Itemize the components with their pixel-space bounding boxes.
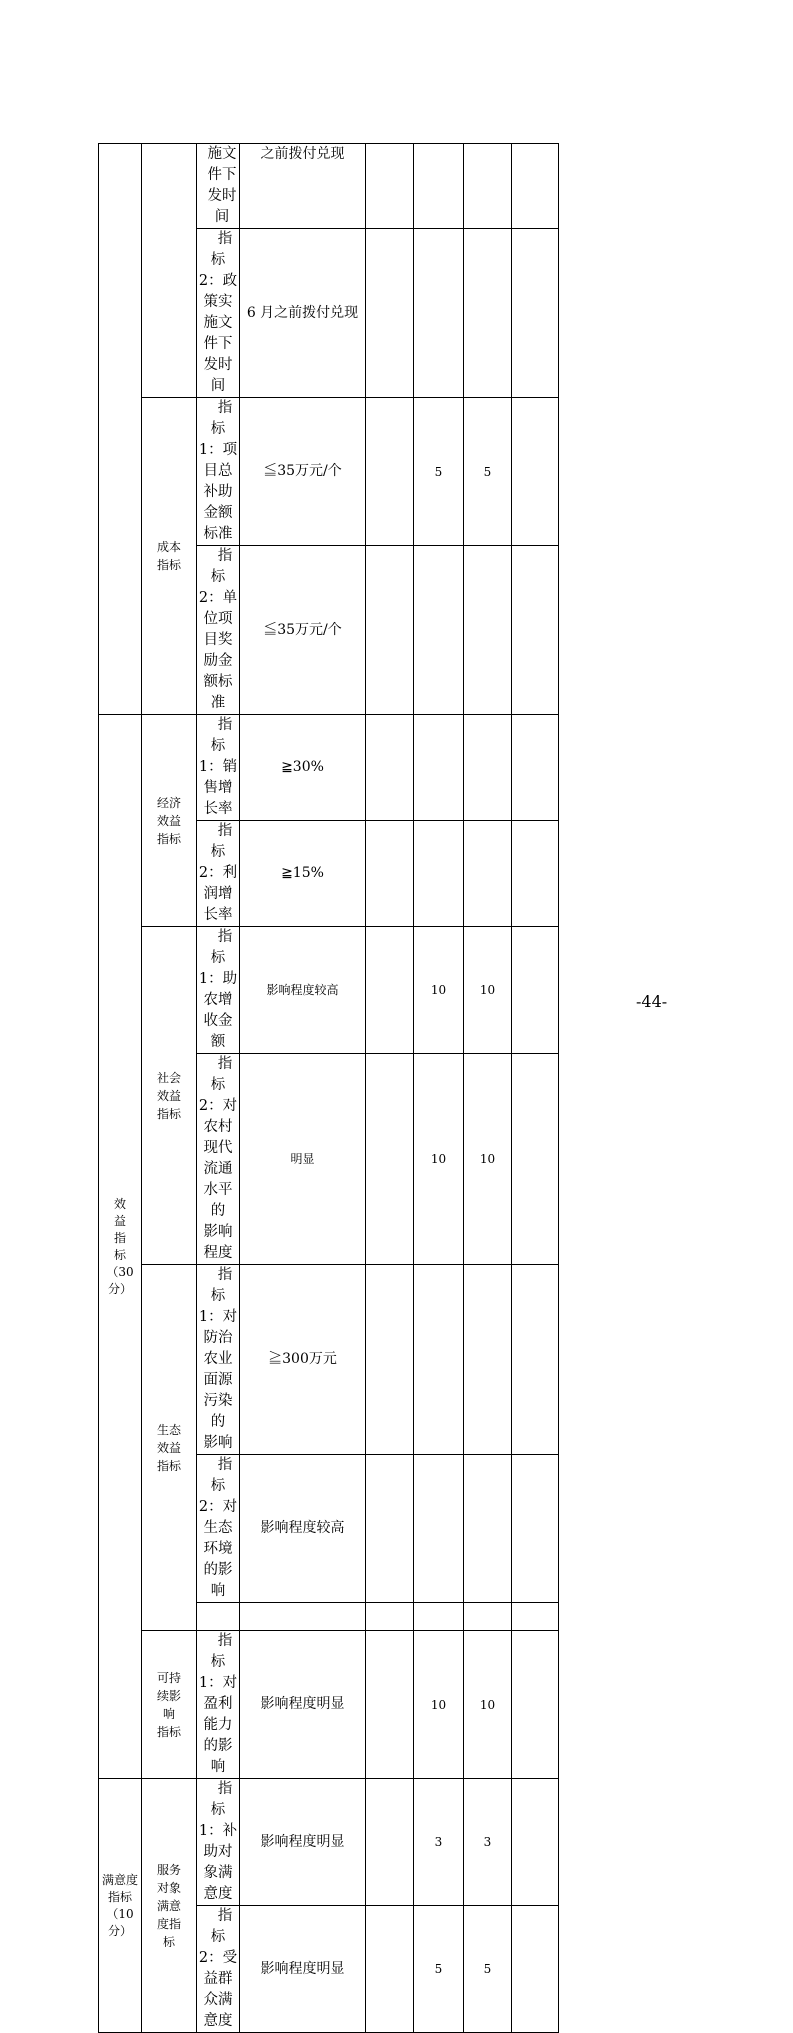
cell-text-line: 社会	[156, 1070, 181, 1085]
table-row	[99, 144, 700, 229]
cell-text-line: 兑现	[316, 146, 345, 162]
cell-text-line: 影响	[260, 1520, 289, 1536]
cell-text-line: 长率	[203, 801, 233, 817]
cell-text-line: 指标 1：补助对	[198, 1781, 238, 1860]
level3-indicator-cell	[197, 1603, 240, 1631]
cell-text-line: 指标	[156, 1458, 181, 1473]
cell-text-line: 指标	[156, 1724, 181, 1739]
score-cell: 10	[464, 1054, 512, 1265]
remarks-cell	[512, 398, 559, 546]
cell-text-line: 度指	[156, 1916, 181, 1931]
empty-cell	[366, 715, 414, 821]
remarks-cell	[512, 1455, 559, 1603]
remarks-cell	[512, 1265, 559, 1455]
table-row	[99, 927, 700, 1054]
cell-text-line: 指标 2：单位项	[198, 548, 238, 627]
cell-text-line: 指标 2：对生态	[198, 1457, 238, 1536]
remarks-cell	[512, 1631, 559, 1779]
cell-text-line: 影响	[260, 1833, 289, 1850]
score-cell	[464, 229, 512, 398]
cell-text-line: 指标	[156, 1106, 181, 1121]
empty-cell	[366, 1455, 414, 1603]
remarks-cell	[512, 229, 559, 398]
cell-text-line: 补助金额标准	[203, 484, 233, 542]
weight-cell	[414, 715, 464, 821]
level3-indicator-cell	[197, 546, 240, 715]
cell-text-line: 6 月	[246, 304, 275, 321]
level2-indicator-cell	[142, 398, 197, 715]
remarks-cell	[512, 1906, 559, 2033]
score-cell	[464, 1265, 512, 1455]
target-value-cell	[240, 1265, 366, 1455]
cell-text-line: 万元	[308, 1351, 337, 1367]
cell-text-line: 影响	[260, 1696, 289, 1712]
score-cell	[464, 546, 512, 715]
target-value-cell	[240, 715, 366, 821]
level1-indicator-cell	[99, 144, 142, 715]
empty-cell	[366, 1603, 414, 1631]
cell-text-line: 指标 2：受益群	[198, 1908, 238, 1987]
cell-text-line: 续影	[156, 1688, 181, 1703]
weight-cell	[414, 1603, 464, 1631]
weight-cell	[414, 1455, 464, 1603]
cell-text-line: 效	[113, 1196, 126, 1211]
cell-text-line: 影响	[266, 982, 291, 997]
table-row	[99, 1265, 700, 1455]
target-value-cell	[240, 1603, 366, 1631]
level2-indicator-cell	[142, 144, 197, 398]
cell-text-line: /个	[323, 621, 342, 638]
cell-text-line: 标	[113, 1247, 126, 1262]
weight-cell: 3	[414, 1779, 464, 1906]
cell-text-line: 现代流通水平的	[203, 1140, 233, 1219]
cell-text-line: 生态	[156, 1422, 181, 1437]
empty-cell	[366, 1265, 414, 1455]
level1-indicator-cell	[99, 715, 142, 1779]
score-cell	[464, 144, 512, 229]
cell-text-line: 益	[113, 1213, 126, 1228]
score-cell: 3	[464, 1779, 512, 1906]
level3-indicator-cell	[197, 821, 240, 927]
cell-text-line: 指标	[156, 558, 181, 572]
cell-text-line: 成本	[156, 540, 181, 554]
cell-text-line: 拨付	[302, 304, 331, 321]
cell-text-line: 指标 2：利润增	[198, 823, 238, 902]
score-cell: 5	[464, 398, 512, 546]
cell-text-line: 农业面源污染的	[203, 1351, 233, 1430]
cell-text-line: 万元	[295, 621, 324, 638]
table-row	[99, 715, 700, 821]
cell-text-line: 之前	[260, 146, 289, 162]
remarks-cell	[512, 715, 559, 821]
cell-text-line: 可持	[156, 1670, 181, 1685]
empty-cell	[366, 1054, 414, 1265]
cell-text-line: 长率	[203, 907, 233, 923]
empty-cell	[366, 1906, 414, 2033]
cell-text-line: 明显	[290, 1151, 315, 1166]
empty-cell	[366, 398, 414, 546]
remarks-cell	[512, 144, 559, 229]
target-value-cell	[240, 1779, 366, 1906]
empty-cell	[366, 821, 414, 927]
cell-text-line: 之前	[274, 304, 303, 321]
cell-text-line: 影响	[203, 1435, 233, 1451]
score-cell	[464, 821, 512, 927]
cell-text-line: 程度	[288, 1696, 317, 1712]
remarks-cell	[512, 821, 559, 927]
weight-cell	[414, 821, 464, 927]
cell-text-line: 能力的影响	[203, 1717, 233, 1775]
level3-indicator-cell	[197, 1455, 240, 1603]
cell-text-line: 指标	[156, 831, 181, 846]
cell-text-line: 对象	[156, 1880, 181, 1895]
cell-text-line: ≧	[268, 1351, 283, 1367]
target-value-cell	[240, 1631, 366, 1779]
cell-text-line: /个	[323, 463, 342, 479]
empty-cell	[366, 546, 414, 715]
weight-cell	[414, 1265, 464, 1455]
target-value-cell	[240, 144, 366, 229]
cell-text-line: 目奖励金额标准	[203, 632, 233, 711]
cell-text-line: 程度	[288, 1520, 317, 1536]
level3-indicator-cell	[197, 144, 240, 229]
table-row	[99, 1631, 700, 1779]
level2-indicator-cell	[142, 1631, 197, 1779]
empty-cell	[366, 229, 414, 398]
weight-cell	[414, 546, 464, 715]
table-row	[99, 398, 700, 546]
cell-text-line: 经济	[156, 795, 181, 810]
empty-cell	[366, 1631, 414, 1779]
level2-indicator-cell	[142, 1265, 197, 1631]
cell-text-line: 指	[113, 1230, 126, 1245]
cell-text-line: 影响程度	[203, 1224, 233, 1261]
level3-indicator-cell	[197, 1906, 240, 2033]
cell-text-line: 兑现	[330, 304, 359, 321]
target-value-cell	[240, 1906, 366, 2033]
cell-text-line: 万元	[295, 463, 324, 479]
cell-text-line: 满意度	[101, 1872, 138, 1887]
cell-text-line: 300	[282, 1351, 309, 1367]
level3-indicator-cell	[197, 398, 240, 546]
level2-indicator-cell	[142, 715, 197, 927]
cell-text-line: （10	[106, 1906, 134, 1921]
level3-indicator-cell	[197, 1265, 240, 1455]
cell-text-line: 较高	[316, 1520, 345, 1536]
cell-text-line: 指标 1：对防治	[198, 1267, 238, 1346]
table-row	[99, 1779, 700, 1906]
empty-cell	[366, 927, 414, 1054]
cell-text-line: 满意	[156, 1898, 181, 1913]
weight-cell: 5	[414, 398, 464, 546]
target-value-cell	[240, 1054, 366, 1265]
performance-indicator-table	[98, 143, 700, 2033]
cell-text-line: 响	[162, 1706, 175, 1721]
empty-cell	[366, 144, 414, 229]
cell-text-line: 施文件下发时间	[207, 146, 237, 225]
cell-text-line: 明显	[316, 1696, 345, 1712]
cell-text-line: 服务	[156, 1862, 181, 1877]
remarks-cell	[512, 1779, 559, 1906]
cell-text-line: 效益	[156, 1088, 181, 1103]
target-value-cell	[240, 821, 366, 927]
cell-text-line: 标	[162, 1934, 175, 1949]
cell-text-line: 拨付	[288, 146, 317, 162]
cell-text-line: 收金额	[203, 1013, 233, 1050]
weight-cell: 10	[414, 1631, 464, 1779]
target-value-cell	[240, 927, 366, 1054]
level3-indicator-cell	[197, 1054, 240, 1265]
score-cell	[464, 1603, 512, 1631]
cell-text-line: 分）	[107, 1281, 132, 1296]
remarks-cell	[512, 1603, 559, 1631]
score-cell: 5	[464, 1906, 512, 2033]
cell-text-line: 效益	[156, 813, 181, 828]
remarks-cell	[512, 546, 559, 715]
page-number: -44-	[636, 992, 668, 1011]
level3-indicator-cell	[197, 229, 240, 398]
cell-text-line: 明显	[316, 1833, 345, 1850]
cell-text-line: 指标 1：项目总	[198, 400, 238, 479]
target-value-cell	[240, 398, 366, 546]
weight-cell	[414, 144, 464, 229]
cell-text-line: 较高	[314, 982, 339, 997]
cell-text-line: 效益	[156, 1440, 181, 1455]
cell-text-line: 分）	[107, 1923, 132, 1938]
cell-text-line: ≦35	[263, 463, 296, 479]
cell-text-line: （30	[106, 1264, 134, 1279]
level3-indicator-cell	[197, 1631, 240, 1779]
score-cell: 10	[464, 927, 512, 1054]
level3-indicator-cell	[197, 927, 240, 1054]
cell-text-line: 明显	[316, 1960, 345, 1977]
cell-text-line: 程度	[288, 1833, 317, 1850]
cell-text-line: 施文件下发时间	[203, 315, 233, 394]
cell-text-line: 程度	[290, 982, 315, 997]
cell-text-line: 15%	[292, 865, 324, 881]
empty-cell	[366, 1779, 414, 1906]
cell-text-line: 指标 1：销售增	[198, 717, 238, 796]
cell-text-line: 众满意度	[203, 1992, 233, 2029]
cell-text-line: 指标 2：对农村	[198, 1056, 238, 1135]
target-value-cell	[240, 546, 366, 715]
target-value-cell	[240, 229, 366, 398]
weight-cell: 5	[414, 1906, 464, 2033]
remarks-cell	[512, 927, 559, 1054]
cell-text-line: 程度	[288, 1960, 317, 1977]
cell-text-line: 环境的影响	[203, 1541, 233, 1599]
score-cell: 10	[464, 1631, 512, 1779]
cell-text-line: 指标	[107, 1889, 132, 1904]
cell-text-line: 指标 2：政策实	[198, 231, 238, 310]
cell-text-line: ≧	[281, 759, 293, 775]
remarks-cell	[512, 1054, 559, 1265]
weight-cell: 10	[414, 1054, 464, 1265]
level1-indicator-cell	[99, 1779, 142, 2033]
weight-cell	[414, 229, 464, 398]
cell-text-line: ≧	[281, 865, 293, 881]
level3-indicator-cell	[197, 1779, 240, 1906]
cell-text-line: 指标 1：助农增	[198, 929, 238, 1008]
level2-indicator-cell	[142, 1779, 197, 2033]
score-cell	[464, 1455, 512, 1603]
cell-text-line: 30%	[292, 759, 324, 775]
target-value-cell	[240, 1455, 366, 1603]
cell-text-line: 影响	[260, 1960, 289, 1977]
level3-indicator-cell	[197, 715, 240, 821]
cell-text-line: 象满意度	[203, 1865, 233, 1902]
cell-text-line: 指标 1：对盈利	[198, 1633, 238, 1712]
cell-text-line: ≦35	[263, 621, 296, 638]
weight-cell: 10	[414, 927, 464, 1054]
level2-indicator-cell	[142, 927, 197, 1265]
score-cell	[464, 715, 512, 821]
